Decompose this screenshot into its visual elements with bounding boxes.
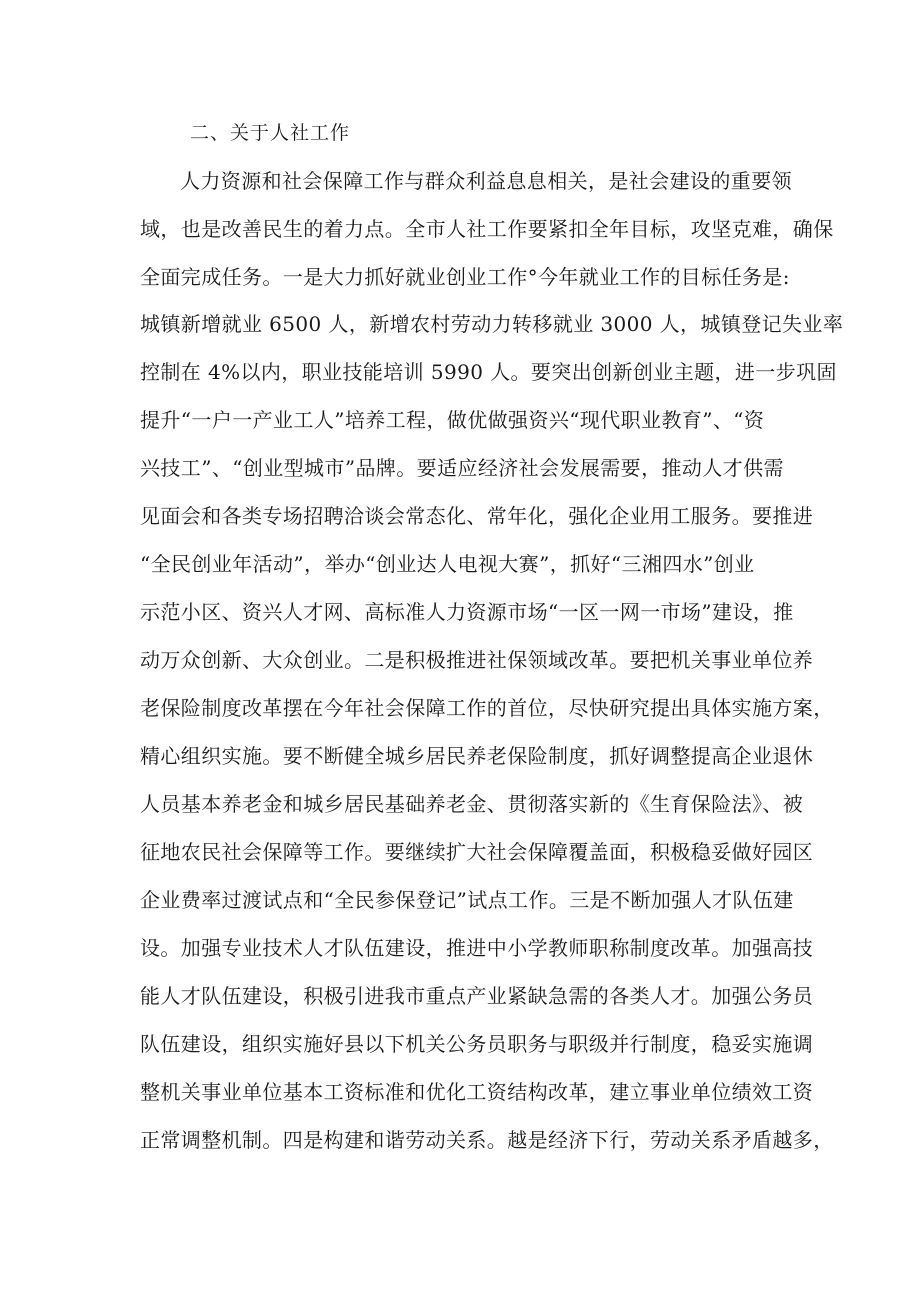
section-heading: 二、关于人社工作 (190, 122, 351, 144)
paragraph-line: 人力资源和社会保障工作与群众利益息息相关，是社会建设的重要领 (180, 169, 792, 193)
paragraph-line: 动万众创新、大众创业。二是积极推进社保领域改革。要把机关事业单位养 (140, 648, 814, 672)
paragraph-line: 控制在 4%以内，职业技能培训 5990 人。要突出创新创业主题，进一步巩固 (140, 360, 837, 384)
paragraph-line: 全面完成任务。一是大力抓好就业创业工作°今年就业工作的目标任务是: (140, 265, 790, 289)
paragraph-line: 整机关事业单位基本工资标准和优化工资结构改革，建立事业单位绩效工资 (140, 1080, 814, 1104)
paragraph-line: 兴技工”、“创业型城市”品牌。要适应经济社会发展需要，推动人才供需 (140, 456, 784, 480)
paragraph-line: 域，也是改善民生的着力点。全市人社工作要紧扣全年目标，攻坚克难，确保 (140, 217, 834, 241)
paragraph-line: 正常调整机制。四是构建和谐劳动关系。越是经济下行，劳动关系矛盾越多， (140, 1128, 834, 1152)
paragraph-line: 见面会和各类专场招聘洽谈会常态化、常年化，强化企业用工服务。要推进 (140, 504, 814, 528)
paragraph-line: 企业费率过渡试点和“全民参保登记”试点工作。三是不断加强人才队伍建 (140, 888, 794, 912)
paragraph-line: 能人才队伍建设，积极引进我市重点产业紧缺急需的各类人才。加强公务员 (140, 984, 814, 1008)
paragraph-line: 示范小区、资兴人才网、高标准人力资源市场“一区一网一市场”建设，推 (140, 600, 794, 624)
paragraph-line: “全民创业年活动”，举办“创业达人电视大赛”，抓好“三湘四水”创业 (140, 552, 755, 576)
paragraph-line: 提升“一户一产业工人”培养工程，做优做强资兴“现代职业教育”、“资 (140, 408, 765, 432)
paragraph-line: 队伍建设，组织实施好县以下机关公务员职务与职级并行制度，稳妥实施调 (140, 1032, 814, 1056)
paragraph-line: 设。加强专业技术人才队伍建设，推进中小学教师职称制度改革。加强高技 (140, 936, 814, 960)
paragraph-line: 老保险制度改革摆在今年社会保障工作的首位，尽快研究提出具体实施方案， (140, 696, 834, 720)
paragraph-line: 精心组织实施。要不断健全城乡居民养老保险制度，抓好调整提高企业退休 (140, 744, 814, 768)
paragraph-line: 城镇新增就业 6500 人，新增农村劳动力转移就业 3000 人，城镇登记失业率 (140, 312, 844, 336)
paragraph-line: 征地农民社会保障等工作。要继续扩大社会保障覆盖面，积极稳妥做好园区 (140, 840, 814, 864)
paragraph-line: 人员基本养老金和城乡居民基础养老金、贯彻落实新的《生育保险法》、被 (140, 792, 804, 816)
